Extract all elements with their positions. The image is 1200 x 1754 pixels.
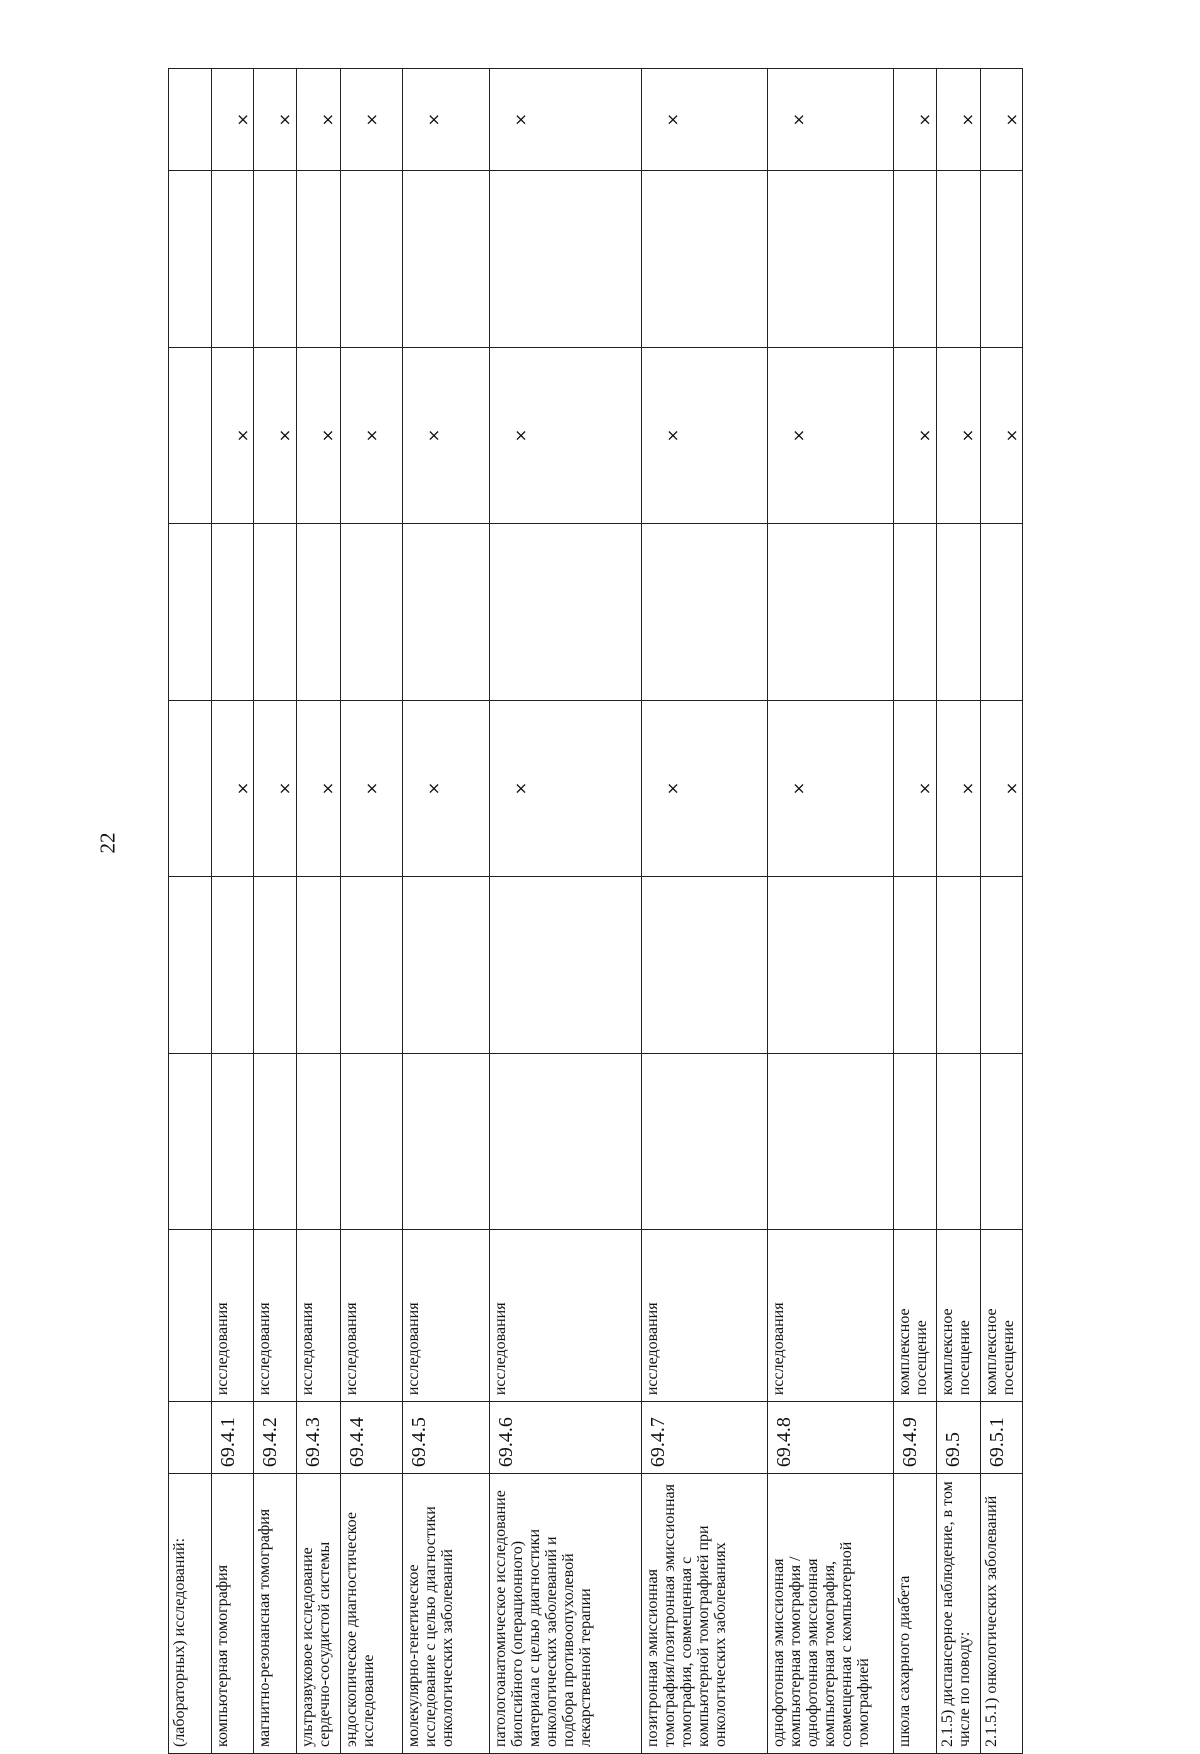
row-code: 69.4.8 — [768, 1402, 894, 1474]
row-name: магнитно-резонансная томография — [254, 1474, 297, 1754]
empty-cell — [642, 524, 768, 701]
empty-cell — [490, 171, 642, 348]
table-row — [981, 69, 1023, 1754]
empty-cell — [403, 171, 490, 348]
empty-cell — [894, 1053, 937, 1230]
mark-x: × — [212, 347, 254, 524]
mark-x: × — [768, 347, 894, 524]
mark-x: × — [212, 700, 254, 877]
row-name: школа сахарного диабета — [894, 1474, 937, 1754]
row-unit: исследования — [297, 1230, 341, 1402]
row-name: эндоскопическое диагностическое исследование — [341, 1474, 403, 1754]
mark-x: × — [254, 69, 297, 171]
row-code: 69.5 — [937, 1402, 981, 1474]
empty-cell — [341, 877, 403, 1054]
table-row — [768, 69, 894, 1754]
row-unit: исследования — [768, 1230, 894, 1402]
table-row — [403, 69, 490, 1754]
row-code: 69.4.1 — [212, 1402, 254, 1474]
empty-cell — [403, 524, 490, 701]
mark-x: × — [768, 69, 894, 171]
continuation-row — [169, 69, 212, 1754]
row-code: 69.4.6 — [490, 1402, 642, 1474]
mark-x: × — [254, 700, 297, 877]
mark-x: × — [768, 700, 894, 877]
mark-x: × — [894, 347, 937, 524]
row-name: 2.1.5.1) онкологических заболеваний — [981, 1474, 1023, 1754]
table-row — [937, 69, 981, 1754]
continuation-label: (лабораторных) исследований: — [169, 1474, 212, 1754]
empty-cell — [403, 877, 490, 1054]
table-row — [894, 69, 937, 1754]
mark-x: × — [937, 700, 981, 877]
empty-cell — [212, 171, 254, 348]
data-table — [168, 68, 1128, 1754]
row-code: 69.5.1 — [981, 1402, 1023, 1474]
empty-cell — [254, 1053, 297, 1230]
empty-cell — [937, 877, 981, 1054]
mark-x: × — [403, 69, 490, 171]
empty-cell — [768, 171, 894, 348]
table-row — [341, 69, 403, 1754]
row-unit: комплексное посещение — [981, 1230, 1023, 1402]
row-unit: исследования — [254, 1230, 297, 1402]
empty-cell — [894, 524, 937, 701]
table-row — [254, 69, 297, 1754]
page-number: 22 — [95, 832, 120, 854]
empty-cell — [937, 171, 981, 348]
row-name: однофотонная эмиссионная компьютерная томография / однофотонная эмиссионная компьютерная томография, совмещенная с компьютерной томографией — [768, 1474, 894, 1754]
mark-x: × — [212, 69, 254, 171]
mark-x: × — [490, 700, 642, 877]
row-unit: исследования — [490, 1230, 642, 1402]
row-name: ультразвуковое исследование сердечно-сосудистой системы — [297, 1474, 341, 1754]
empty-cell — [297, 1053, 341, 1230]
mark-x: × — [490, 69, 642, 171]
empty-cell — [212, 1053, 254, 1230]
row-name: молекулярно-генетическое исследование с целью диагностики онкологических заболеваний — [403, 1474, 490, 1754]
mark-x: × — [341, 700, 403, 877]
empty-cell — [341, 171, 403, 348]
row-unit: исследования — [341, 1230, 403, 1402]
mark-x: × — [403, 700, 490, 877]
mark-x: × — [403, 347, 490, 524]
mark-x: × — [490, 347, 642, 524]
empty-cell — [403, 1053, 490, 1230]
empty-cell — [768, 877, 894, 1054]
empty-cell — [981, 877, 1023, 1054]
mark-x: × — [341, 347, 403, 524]
mark-x: × — [981, 69, 1023, 171]
row-name: патологоанатомическое исследование биопсийного (операционного) материала с целью диагностики онкологических заболеваний и подбора противоопухолевой лекарственной терапии — [490, 1474, 642, 1754]
row-unit: комплексное посещение — [894, 1230, 937, 1402]
empty-cell — [894, 171, 937, 348]
empty-cell — [642, 877, 768, 1054]
empty-cell — [894, 877, 937, 1054]
mark-x: × — [937, 347, 981, 524]
mark-x: × — [894, 700, 937, 877]
mark-x: × — [341, 69, 403, 171]
empty-cell — [297, 171, 341, 348]
mark-x: × — [642, 69, 768, 171]
table-row — [297, 69, 341, 1754]
empty-cell — [981, 1053, 1023, 1230]
mark-x: × — [297, 69, 341, 171]
row-name: компьютерная томография — [212, 1474, 254, 1754]
row-code: 69.4.9 — [894, 1402, 937, 1474]
empty-cell — [341, 1053, 403, 1230]
row-code: 69.4.2 — [254, 1402, 297, 1474]
mark-x: × — [297, 347, 341, 524]
empty-cell — [490, 1053, 642, 1230]
row-code: 69.4.7 — [642, 1402, 768, 1474]
row-code: 69.4.4 — [341, 1402, 403, 1474]
empty-cell — [254, 171, 297, 348]
mark-x: × — [981, 700, 1023, 877]
row-unit: исследования — [642, 1230, 768, 1402]
empty-cell — [254, 877, 297, 1054]
table-row — [490, 69, 642, 1754]
empty-cell — [642, 171, 768, 348]
mark-x: × — [254, 347, 297, 524]
row-name: позитронная эмиссионная томография/позитронная эмиссионная томография, совмещенная с компьютерной томографией при онкологических заболеваниях — [642, 1474, 768, 1754]
row-code: 69.4.5 — [403, 1402, 490, 1474]
empty-cell — [212, 524, 254, 701]
empty-cell — [341, 524, 403, 701]
mark-x: × — [981, 347, 1023, 524]
empty-cell — [254, 524, 297, 701]
row-name: 2.1.5) диспансерное наблюдение, в том числе по поводу: — [937, 1474, 981, 1754]
empty-cell — [490, 524, 642, 701]
row-unit: исследования — [212, 1230, 254, 1402]
mark-x: × — [642, 700, 768, 877]
table-row — [642, 69, 768, 1754]
empty-cell — [297, 877, 341, 1054]
empty-cell — [212, 877, 254, 1054]
table-row — [212, 69, 254, 1754]
empty-cell — [642, 1053, 768, 1230]
mark-x: × — [297, 700, 341, 877]
empty-cell — [768, 1053, 894, 1230]
empty-cell — [297, 524, 341, 701]
mark-x: × — [642, 347, 768, 524]
empty-cell — [768, 524, 894, 701]
row-code: 69.4.3 — [297, 1402, 341, 1474]
mark-x: × — [894, 69, 937, 171]
mark-x: × — [937, 69, 981, 171]
row-unit: исследования — [403, 1230, 490, 1402]
empty-cell — [490, 877, 642, 1054]
empty-cell — [937, 524, 981, 701]
empty-cell — [981, 524, 1023, 701]
empty-cell — [937, 1053, 981, 1230]
row-unit: комплексное посещение — [937, 1230, 981, 1402]
empty-cell — [981, 171, 1023, 348]
